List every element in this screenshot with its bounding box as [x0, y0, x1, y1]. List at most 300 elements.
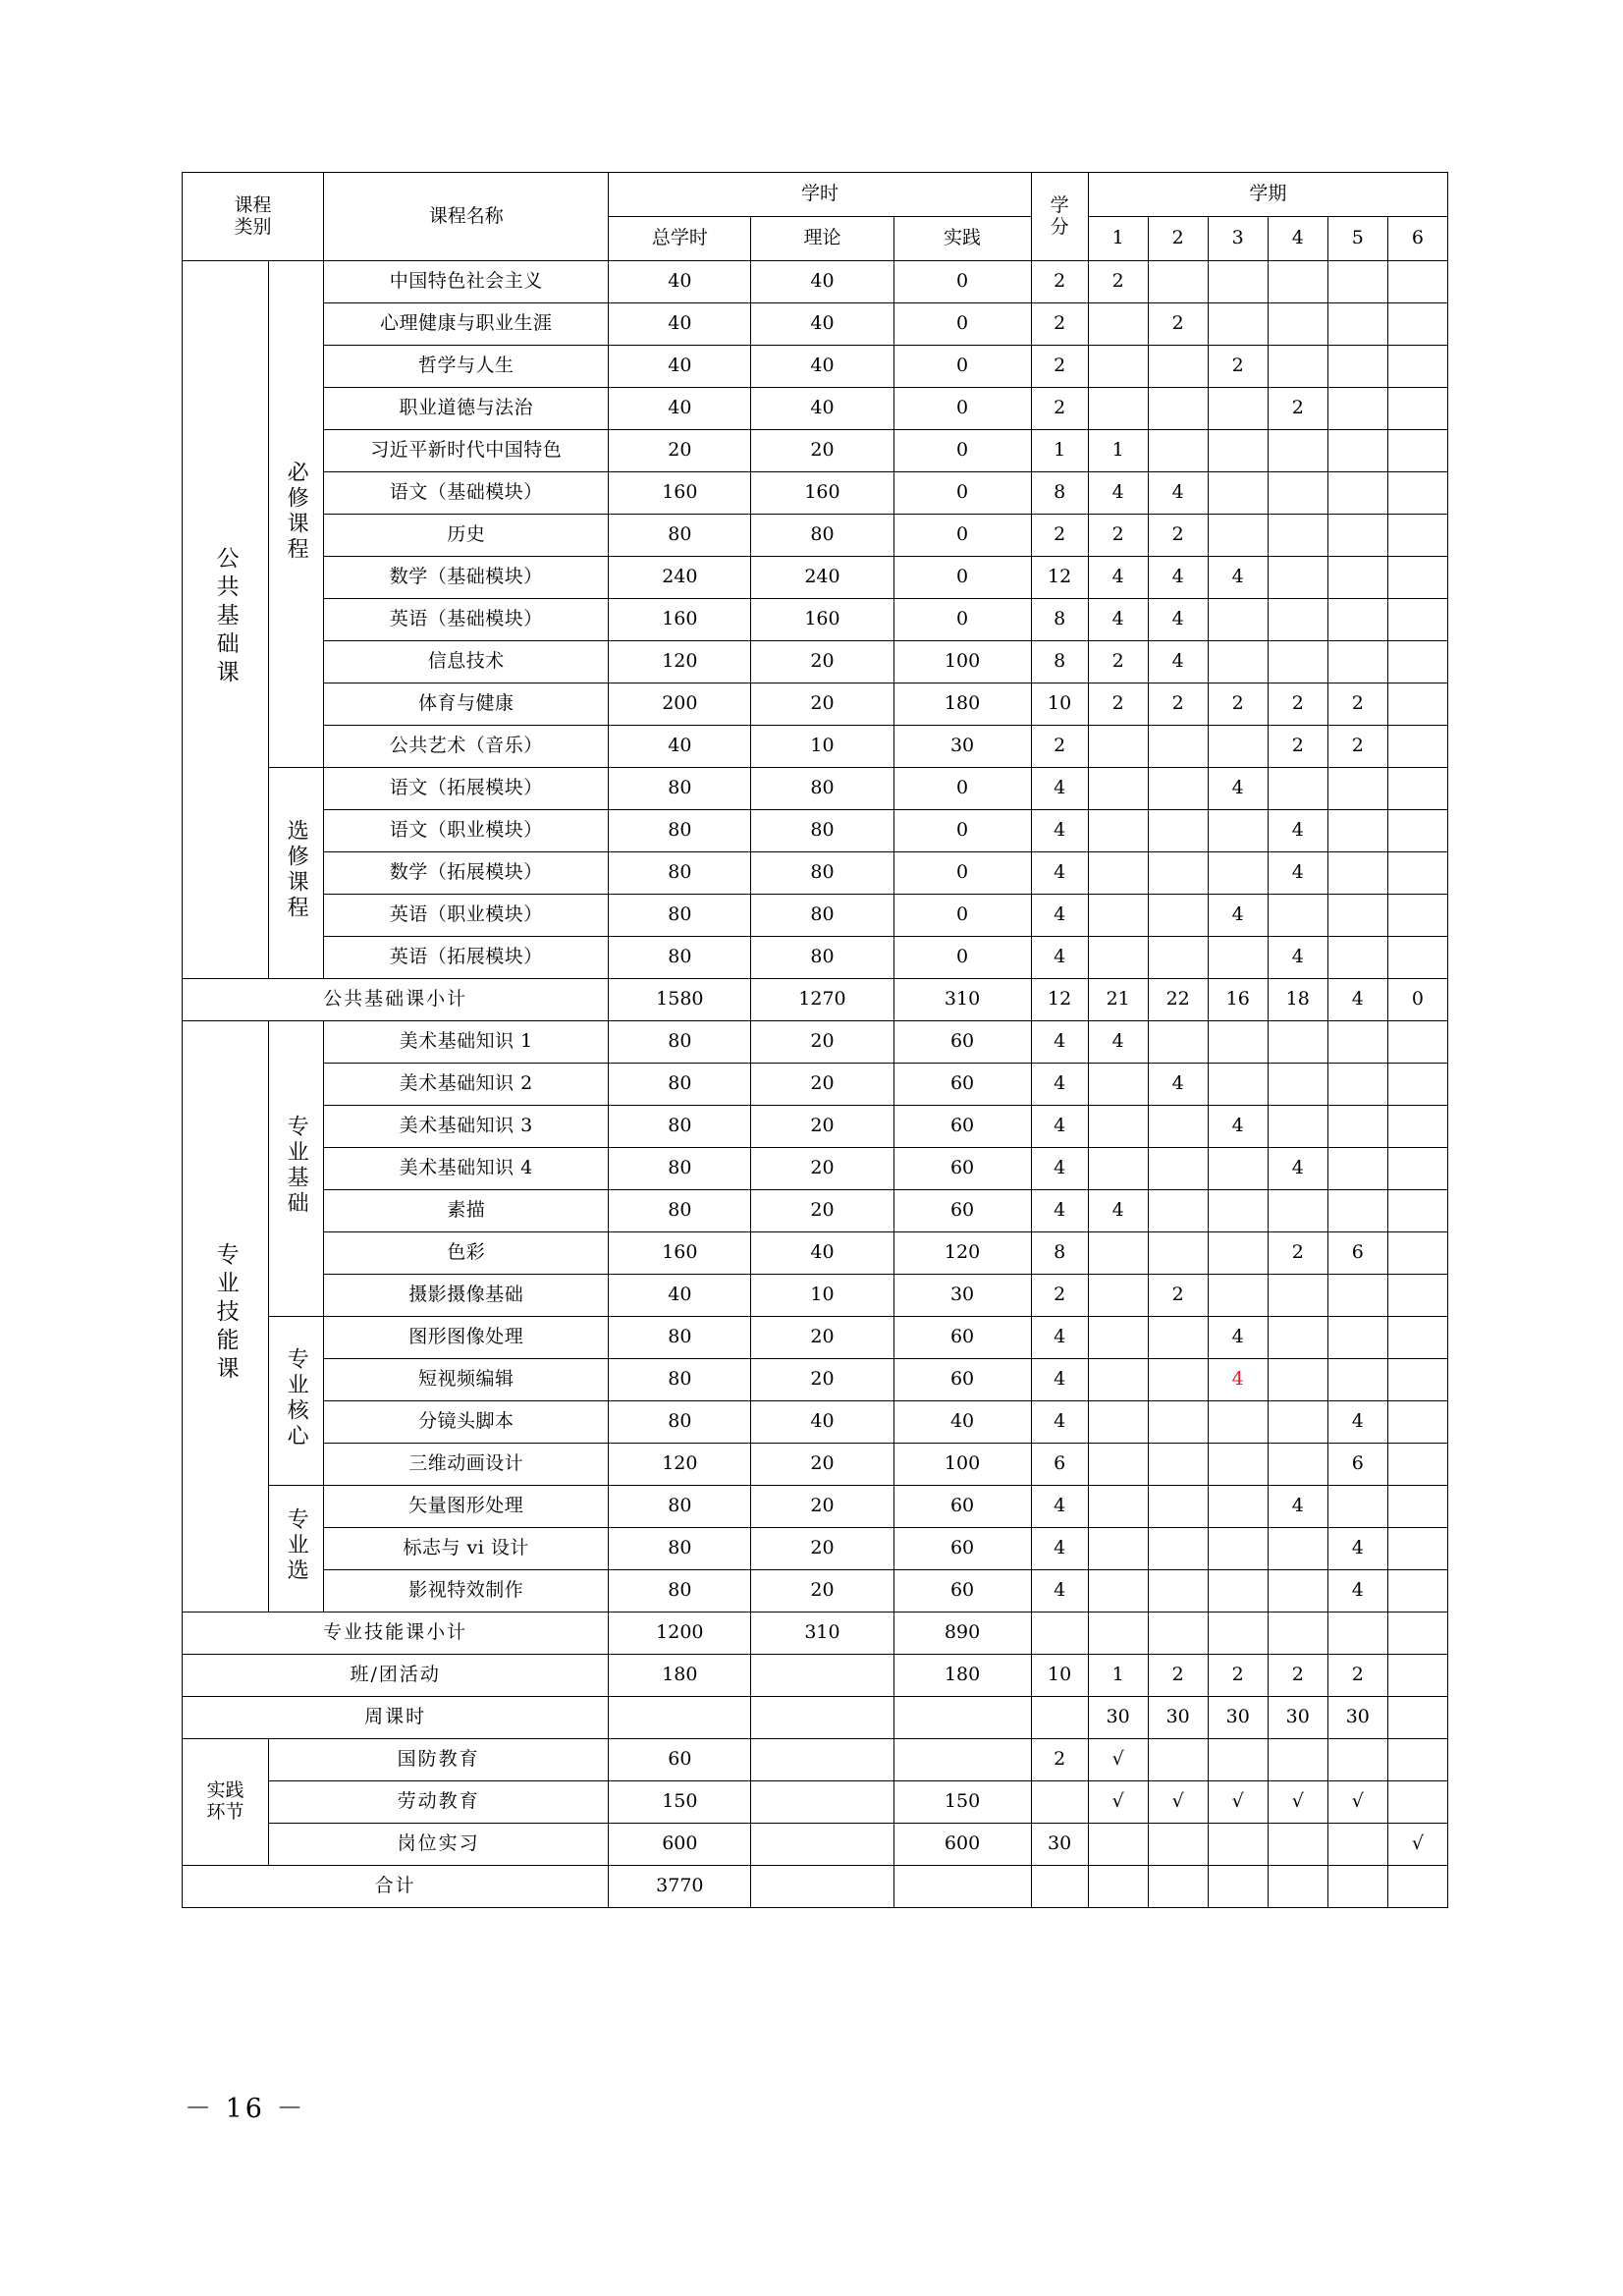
row-term-5: 30	[1327, 1697, 1387, 1739]
table-row	[183, 1106, 1448, 1148]
course-term-3	[1208, 937, 1268, 979]
course-term-6	[1387, 726, 1447, 768]
grand-total-term-3	[1208, 1866, 1268, 1908]
row-practice-hours	[893, 1697, 1031, 1739]
course-theory-hours: 80	[751, 852, 893, 895]
course-total-hours: 40	[609, 388, 751, 430]
row-term-1: 30	[1088, 1697, 1148, 1739]
course-term-5: 4	[1327, 1528, 1387, 1570]
grand-total-theory	[751, 1866, 893, 1908]
course-term-6	[1387, 683, 1447, 726]
course-credit: 2	[1031, 261, 1088, 303]
table-row	[183, 1359, 1448, 1401]
subtotal-term-1	[1088, 1613, 1148, 1655]
course-term-2	[1148, 1528, 1208, 1570]
course-term-3	[1208, 1570, 1268, 1613]
course-theory-hours: 20	[751, 430, 893, 472]
course-term-1	[1088, 1148, 1148, 1190]
course-term-5	[1327, 641, 1387, 683]
course-theory-hours: 40	[751, 261, 893, 303]
row-term-2: 2	[1148, 1655, 1208, 1697]
subtotal-theory-hours: 310	[751, 1613, 893, 1655]
course-practice-hours: 0	[893, 895, 1031, 937]
course-practice-hours: 0	[893, 599, 1031, 641]
course-credit: 12	[1031, 557, 1088, 599]
course-term-4: 2	[1268, 1232, 1327, 1275]
table-row	[183, 1528, 1448, 1570]
row-credit	[1031, 1697, 1088, 1739]
course-term-4	[1268, 1190, 1327, 1232]
subgroup-label-required: 必修课程	[269, 261, 324, 768]
subtotal-term-6	[1387, 1613, 1447, 1655]
course-term-5	[1327, 515, 1387, 557]
course-term-1	[1088, 1486, 1148, 1528]
course-term-6	[1387, 1275, 1447, 1317]
course-term-5: 2	[1327, 726, 1387, 768]
row-credit: 10	[1031, 1655, 1088, 1697]
course-term-3: 2	[1208, 346, 1268, 388]
course-credit: 2	[1031, 346, 1088, 388]
course-term-1	[1088, 1528, 1148, 1570]
course-theory-hours: 20	[751, 1528, 893, 1570]
course-practice-hours: 60	[893, 1190, 1031, 1232]
course-term-6	[1387, 388, 1447, 430]
course-name: 历史	[324, 515, 609, 557]
course-term-2: 4	[1148, 1064, 1208, 1106]
row-weekly-hours	[183, 1697, 1448, 1739]
course-term-1	[1088, 726, 1148, 768]
course-theory-hours: 40	[751, 388, 893, 430]
subgroup-label-professional-core: 专业核心	[269, 1317, 324, 1486]
table-row	[183, 1444, 1448, 1486]
course-credit: 4	[1031, 1486, 1088, 1528]
course-term-2	[1148, 726, 1208, 768]
course-term-3	[1208, 388, 1268, 430]
course-theory-hours: 20	[751, 1190, 893, 1232]
course-practice-hours: 0	[893, 557, 1031, 599]
grand-total-term-4	[1268, 1866, 1327, 1908]
course-term-2	[1148, 261, 1208, 303]
course-credit: 2	[1031, 1275, 1088, 1317]
header-total-hours: 总学时	[609, 217, 751, 261]
course-practice-hours: 0	[893, 261, 1031, 303]
course-term-2	[1148, 1190, 1208, 1232]
course-term-5	[1327, 303, 1387, 346]
table-row	[183, 1064, 1448, 1106]
course-theory-hours: 20	[751, 1064, 893, 1106]
course-theory-hours: 80	[751, 937, 893, 979]
course-theory-hours: 240	[751, 557, 893, 599]
subtotal-total-hours: 1200	[609, 1613, 751, 1655]
curriculum-table-wrapper	[182, 172, 1448, 1908]
row-total-hours	[609, 1697, 751, 1739]
course-term-3: 4	[1208, 1106, 1268, 1148]
row-term-2	[1148, 1739, 1208, 1781]
course-name: 标志与 vi 设计	[324, 1528, 609, 1570]
course-term-4	[1268, 1106, 1327, 1148]
course-term-2: 4	[1148, 641, 1208, 683]
course-name: 语文（职业模块）	[324, 810, 609, 852]
course-term-5	[1327, 1021, 1387, 1064]
header-practice: 实践	[893, 217, 1031, 261]
course-theory-hours: 20	[751, 1317, 893, 1359]
course-term-1: 2	[1088, 683, 1148, 726]
row-term-2: √	[1148, 1781, 1208, 1824]
header-hours-group: 学时	[609, 173, 1031, 217]
group-label-professional-skill: 专业技能课	[183, 1021, 269, 1613]
course-theory-hours: 20	[751, 1486, 893, 1528]
course-credit: 4	[1031, 1528, 1088, 1570]
course-term-6	[1387, 557, 1447, 599]
course-term-2	[1148, 1359, 1208, 1401]
course-total-hours: 80	[609, 1064, 751, 1106]
course-term-2	[1148, 1486, 1208, 1528]
header-category-line2: 类别	[234, 215, 272, 238]
course-theory-hours: 80	[751, 768, 893, 810]
header-term-1: 1	[1088, 217, 1148, 261]
course-term-4: 4	[1268, 1148, 1327, 1190]
row-label: 岗位实习	[269, 1824, 609, 1866]
course-credit: 8	[1031, 599, 1088, 641]
course-theory-hours: 10	[751, 726, 893, 768]
course-term-5	[1327, 472, 1387, 515]
course-name: 短视频编辑	[324, 1359, 609, 1401]
course-credit: 8	[1031, 1232, 1088, 1275]
subtotal-term-5: 4	[1327, 979, 1387, 1021]
course-practice-hours: 60	[893, 1148, 1031, 1190]
course-name: 数学（基础模块）	[324, 557, 609, 599]
row-theory-hours	[751, 1655, 893, 1697]
course-term-5	[1327, 1486, 1387, 1528]
course-total-hours: 40	[609, 726, 751, 768]
table-row	[183, 557, 1448, 599]
course-name: 分镜头脚本	[324, 1401, 609, 1444]
course-total-hours: 80	[609, 1148, 751, 1190]
course-term-3	[1208, 1021, 1268, 1064]
course-term-2	[1148, 852, 1208, 895]
subgroup-label-elective: 选修课程	[269, 768, 324, 979]
course-theory-hours: 20	[751, 1359, 893, 1401]
course-term-5	[1327, 557, 1387, 599]
course-term-1	[1088, 1359, 1148, 1401]
course-credit: 8	[1031, 472, 1088, 515]
course-term-6	[1387, 1444, 1447, 1486]
course-term-3: 4	[1208, 768, 1268, 810]
header-course-name: 课程名称	[324, 173, 609, 261]
course-credit: 4	[1031, 937, 1088, 979]
course-theory-hours: 20	[751, 1570, 893, 1613]
table-row	[183, 937, 1448, 979]
course-theory-hours: 20	[751, 1444, 893, 1486]
course-total-hours: 80	[609, 895, 751, 937]
course-term-3	[1208, 303, 1268, 346]
grand-total-practice	[893, 1866, 1031, 1908]
course-credit: 6	[1031, 1444, 1088, 1486]
course-practice-hours: 40	[893, 1401, 1031, 1444]
subtotal-credit	[1031, 1613, 1088, 1655]
course-credit: 4	[1031, 1148, 1088, 1190]
subtotal-row-public-basic	[183, 979, 1448, 1021]
course-term-5: 6	[1327, 1232, 1387, 1275]
course-credit: 2	[1031, 303, 1088, 346]
course-theory-hours: 80	[751, 895, 893, 937]
table-row	[183, 1021, 1448, 1064]
course-name: 语文（拓展模块）	[324, 768, 609, 810]
course-term-5: 4	[1327, 1570, 1387, 1613]
course-theory-hours: 20	[751, 1106, 893, 1148]
course-term-3	[1208, 1528, 1268, 1570]
course-name: 心理健康与职业生涯	[324, 303, 609, 346]
course-name: 职业道德与法治	[324, 388, 609, 430]
row-term-2: 30	[1148, 1697, 1208, 1739]
header-term-2: 2	[1148, 217, 1208, 261]
subtotal-term-5	[1327, 1613, 1387, 1655]
row-term-3	[1208, 1739, 1268, 1781]
course-total-hours: 80	[609, 1528, 751, 1570]
row-practice-hours	[893, 1739, 1031, 1781]
course-term-6	[1387, 895, 1447, 937]
course-term-1: 2	[1088, 641, 1148, 683]
course-credit: 4	[1031, 810, 1088, 852]
course-name: 图形图像处理	[324, 1317, 609, 1359]
row-term-4	[1268, 1739, 1327, 1781]
table-row	[183, 430, 1448, 472]
subgroup-label-professional-basic: 专业基础	[269, 1021, 324, 1317]
row-total-hours: 150	[609, 1781, 751, 1824]
course-total-hours: 40	[609, 346, 751, 388]
row-term-6	[1387, 1739, 1447, 1781]
course-term-2: 2	[1148, 515, 1208, 557]
row-term-1: √	[1088, 1739, 1148, 1781]
course-theory-hours: 20	[751, 683, 893, 726]
course-total-hours: 20	[609, 430, 751, 472]
course-theory-hours: 20	[751, 1148, 893, 1190]
course-term-3: 2	[1208, 683, 1268, 726]
course-term-6	[1387, 346, 1447, 388]
course-term-3	[1208, 641, 1268, 683]
course-total-hours: 120	[609, 1444, 751, 1486]
course-theory-hours: 40	[751, 1401, 893, 1444]
grand-total-term-1	[1088, 1866, 1148, 1908]
course-term-5	[1327, 1190, 1387, 1232]
subgroup-label-professional-elective: 专业选	[269, 1486, 324, 1613]
course-term-4	[1268, 472, 1327, 515]
table-row	[183, 683, 1448, 726]
row-practice-defense-education	[183, 1739, 1448, 1781]
course-term-1	[1088, 937, 1148, 979]
course-term-4: 2	[1268, 388, 1327, 430]
course-term-3	[1208, 852, 1268, 895]
curriculum-table	[182, 172, 1448, 1908]
course-term-3	[1208, 1232, 1268, 1275]
course-term-4	[1268, 1401, 1327, 1444]
course-term-3: 4	[1208, 1317, 1268, 1359]
row-term-6: √	[1387, 1824, 1447, 1866]
row-credit: 2	[1031, 1739, 1088, 1781]
course-name: 美术基础知识 4	[324, 1148, 609, 1190]
row-term-2	[1148, 1824, 1208, 1866]
course-credit: 4	[1031, 1570, 1088, 1613]
table-row	[183, 641, 1448, 683]
course-term-4	[1268, 641, 1327, 683]
course-term-6	[1387, 430, 1447, 472]
course-term-2	[1148, 1232, 1208, 1275]
course-term-4	[1268, 430, 1327, 472]
page-number: － 16 －	[185, 2094, 306, 2124]
course-practice-hours: 100	[893, 641, 1031, 683]
subtotal-term-3: 16	[1208, 979, 1268, 1021]
course-name: 体育与健康	[324, 683, 609, 726]
subtotal-term-3	[1208, 1613, 1268, 1655]
row-total-hours: 60	[609, 1739, 751, 1781]
course-name: 语文（基础模块）	[324, 472, 609, 515]
course-term-1	[1088, 1401, 1148, 1444]
course-term-3	[1208, 1064, 1268, 1106]
course-total-hours: 160	[609, 1232, 751, 1275]
course-total-hours: 120	[609, 641, 751, 683]
course-practice-hours: 60	[893, 1359, 1031, 1401]
course-term-1	[1088, 303, 1148, 346]
table-row	[183, 1275, 1448, 1317]
row-total-hours: 600	[609, 1824, 751, 1866]
course-term-6	[1387, 472, 1447, 515]
course-total-hours: 160	[609, 599, 751, 641]
course-term-4: 4	[1268, 937, 1327, 979]
course-name: 习近平新时代中国特色	[324, 430, 609, 472]
course-theory-hours: 10	[751, 1275, 893, 1317]
course-term-1: 4	[1088, 472, 1148, 515]
course-term-2	[1148, 388, 1208, 430]
course-practice-hours: 30	[893, 1275, 1031, 1317]
course-total-hours: 200	[609, 683, 751, 726]
course-term-4	[1268, 1444, 1327, 1486]
course-total-hours: 80	[609, 1021, 751, 1064]
row-theory-hours	[751, 1697, 893, 1739]
row-term-5	[1327, 1739, 1387, 1781]
course-total-hours: 240	[609, 557, 751, 599]
row-term-3	[1208, 1824, 1268, 1866]
course-term-1: 4	[1088, 1190, 1148, 1232]
course-term-2	[1148, 1106, 1208, 1148]
course-name: 美术基础知识 3	[324, 1106, 609, 1148]
grand-total-label: 合计	[183, 1866, 609, 1908]
course-total-hours: 40	[609, 261, 751, 303]
row-theory-hours	[751, 1824, 893, 1866]
course-term-1	[1088, 1106, 1148, 1148]
course-practice-hours: 60	[893, 1317, 1031, 1359]
course-name: 美术基础知识 2	[324, 1064, 609, 1106]
course-name: 信息技术	[324, 641, 609, 683]
course-credit: 2	[1031, 726, 1088, 768]
course-credit: 1	[1031, 430, 1088, 472]
course-practice-hours: 60	[893, 1570, 1031, 1613]
course-term-6	[1387, 1148, 1447, 1190]
course-term-5	[1327, 1359, 1387, 1401]
section-label-line1: 实践	[206, 1779, 244, 1802]
course-theory-hours: 20	[751, 1021, 893, 1064]
course-term-1	[1088, 895, 1148, 937]
course-term-2	[1148, 430, 1208, 472]
course-term-2	[1148, 1148, 1208, 1190]
course-total-hours: 80	[609, 1359, 751, 1401]
grand-total-term-6	[1387, 1866, 1447, 1908]
course-term-1	[1088, 1275, 1148, 1317]
course-term-5	[1327, 261, 1387, 303]
course-term-5: 2	[1327, 683, 1387, 726]
course-term-5	[1327, 346, 1387, 388]
course-credit: 4	[1031, 852, 1088, 895]
table-row	[183, 346, 1448, 388]
course-term-6	[1387, 303, 1447, 346]
row-label: 周课时	[183, 1697, 609, 1739]
subtotal-credit: 12	[1031, 979, 1088, 1021]
course-term-2: 4	[1148, 472, 1208, 515]
course-term-3	[1208, 810, 1268, 852]
course-theory-hours: 80	[751, 810, 893, 852]
course-term-5: 6	[1327, 1444, 1387, 1486]
section-label-practice	[183, 1739, 269, 1866]
course-practice-hours: 0	[893, 472, 1031, 515]
course-term-6	[1387, 1021, 1447, 1064]
subtotal-label: 公共基础课小计	[183, 979, 609, 1021]
row-practice-hours: 180	[893, 1655, 1031, 1697]
table-row	[183, 1401, 1448, 1444]
course-total-hours: 80	[609, 1401, 751, 1444]
course-name: 数学（拓展模块）	[324, 852, 609, 895]
course-practice-hours: 0	[893, 388, 1031, 430]
table-row	[183, 1148, 1448, 1190]
course-term-3	[1208, 1401, 1268, 1444]
course-term-5	[1327, 1064, 1387, 1106]
course-total-hours: 80	[609, 768, 751, 810]
course-term-6	[1387, 641, 1447, 683]
course-term-6	[1387, 1486, 1447, 1528]
course-practice-hours: 0	[893, 303, 1031, 346]
header-credit-line2: 分	[1050, 215, 1069, 238]
course-total-hours: 80	[609, 1106, 751, 1148]
course-term-2: 4	[1148, 599, 1208, 641]
course-total-hours: 80	[609, 1486, 751, 1528]
row-term-6	[1387, 1655, 1447, 1697]
course-term-5	[1327, 430, 1387, 472]
course-term-1	[1088, 1317, 1148, 1359]
course-name: 英语（职业模块）	[324, 895, 609, 937]
course-credit: 2	[1031, 515, 1088, 557]
row-term-6	[1387, 1697, 1447, 1739]
table-row	[183, 472, 1448, 515]
course-term-4	[1268, 1021, 1327, 1064]
course-term-4	[1268, 1359, 1327, 1401]
course-total-hours: 40	[609, 1275, 751, 1317]
header-theory: 理论	[751, 217, 893, 261]
course-term-4	[1268, 1064, 1327, 1106]
course-practice-hours: 60	[893, 1021, 1031, 1064]
table-row	[183, 1486, 1448, 1528]
row-practice-labor-education	[183, 1781, 1448, 1824]
course-name: 哲学与人生	[324, 346, 609, 388]
course-term-6	[1387, 599, 1447, 641]
row-term-4: 2	[1268, 1655, 1327, 1697]
course-term-6	[1387, 1359, 1447, 1401]
course-term-3	[1208, 515, 1268, 557]
course-term-4: 4	[1268, 852, 1327, 895]
course-credit: 4	[1031, 1064, 1088, 1106]
course-term-1	[1088, 346, 1148, 388]
course-term-4	[1268, 1528, 1327, 1570]
subtotal-row-professional-skill	[183, 1613, 1448, 1655]
course-term-4: 2	[1268, 726, 1327, 768]
course-name: 矢量图形处理	[324, 1486, 609, 1528]
